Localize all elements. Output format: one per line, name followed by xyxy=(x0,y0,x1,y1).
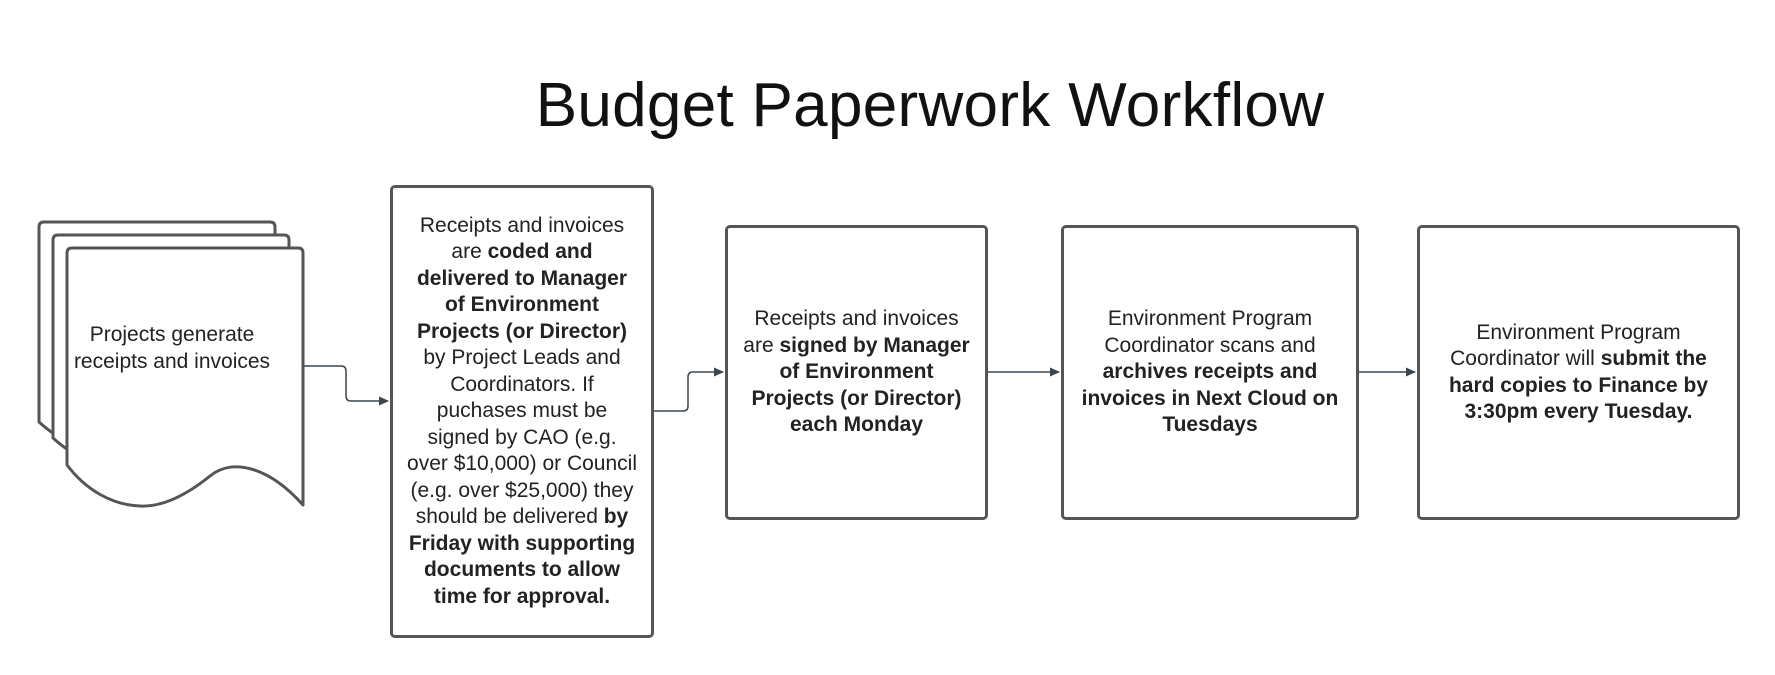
step-4-segment-bold: archives receipts and invoices in Next Cloud on Tuesdays xyxy=(1081,360,1339,437)
step-5-text xyxy=(1436,320,1721,426)
step-2-text xyxy=(405,213,639,611)
step-3-segment: Receipts and invoices are xyxy=(743,307,959,357)
document-page-front xyxy=(67,248,303,506)
step-5-segment-bold: submit the hard copies to Finance by 3:30pm every Tuesday. xyxy=(1448,347,1709,423)
step-2-segment: Receipts and invoices are xyxy=(419,213,625,264)
step-4-box xyxy=(1061,225,1359,520)
diagram-title: Budget Paperwork Workflow xyxy=(535,71,1325,140)
step-2-segment: by Project Leads and Coordinators. If puchases must be signed by CAO (e.g. over $10,000) or Council (e.g. over $25,000) they should be delivered xyxy=(407,346,637,529)
step-3-segment-bold: signed by Manager of Environment Projects (or Director) each Monday xyxy=(751,333,970,437)
step-1-segment: Projects generate receipts and invoices xyxy=(73,323,271,373)
step-4-text xyxy=(1072,306,1348,439)
step-2-box xyxy=(390,185,654,638)
step-2-segment-bold: coded and delivered to Manager of Environment Projects (or Director) xyxy=(416,240,628,343)
step-5-segment: Environment Program Coordinator will xyxy=(1450,320,1681,370)
step-3-box xyxy=(725,225,988,520)
step-1-text xyxy=(72,322,272,375)
step-4-segment: Environment Program Coordinator scans and xyxy=(1104,307,1316,357)
connector-1-to-2 xyxy=(303,366,388,401)
step-3-text xyxy=(738,306,975,439)
step-5-box xyxy=(1417,225,1740,520)
step-2-segment-bold: by Friday with supporting documents to allow time for approval. xyxy=(408,505,636,608)
connector-2-to-3 xyxy=(654,372,723,411)
